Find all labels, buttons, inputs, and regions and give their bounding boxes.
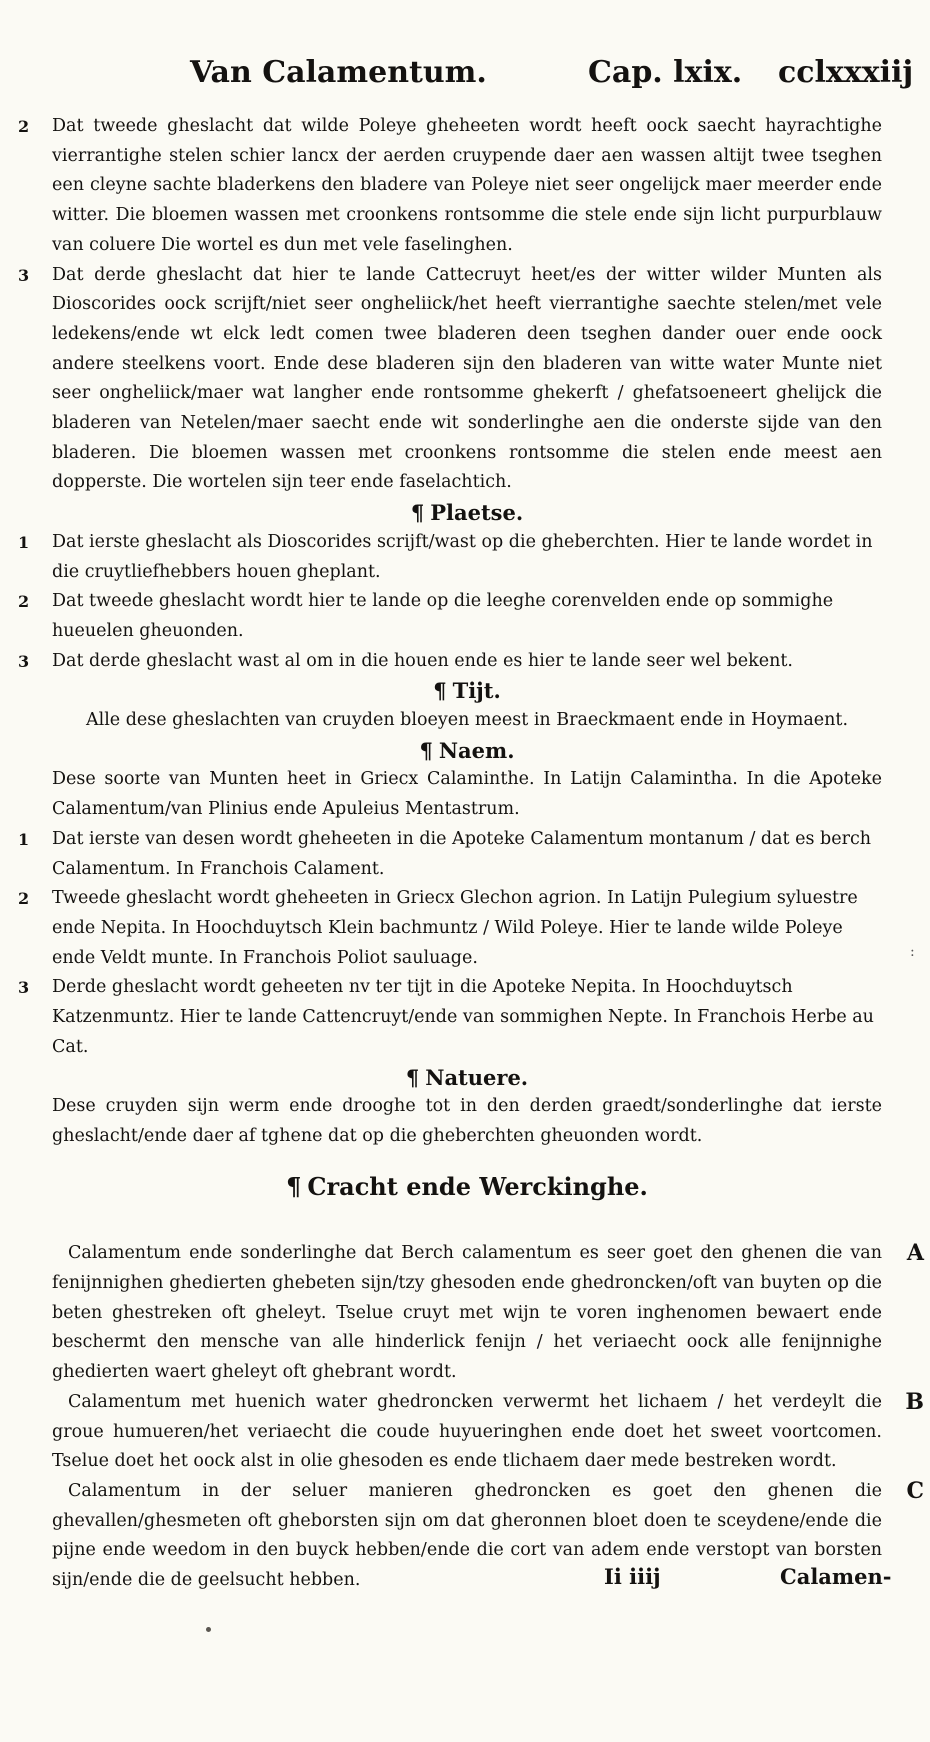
edge-mark: : — [910, 944, 915, 960]
item-text: Tweede gheslacht wordt gheheeten in Griecx Glechon agrion. In Latijn Pulegium syluestre ende Nepita. In Hoochduytsch Klein bachmuntz / Wild Poleye. Hier te lande wilde Poleye ende Veldt munte. In Franchois Poliot sauluage. — [52, 888, 858, 968]
section-heading-time: ¶ Tijt. — [433, 678, 501, 704]
signature-mark: Ii iiij — [604, 1564, 661, 1589]
name-item-1 — [18, 825, 882, 884]
paragraph-text: Dat tweede gheslacht dat wilde Poleye gheheeten wordt heeft oock saecht hayrachtighe vierrantighe stelen schier lancx der aerden cruypende daer aen wassen altijt twee tseghen een cleyne sachte bladerkens den bladere van Poleye niet seer ongelijck maer meerder ende witter. Die bloemen wassen met croonkens rontsomme die stele ende sijn licht purpurblauw van coluere Die wortel es dun met vele faselinghen. — [52, 116, 882, 255]
item-number: 3 — [18, 651, 30, 671]
name-item-2 — [18, 884, 882, 973]
section-heading-place: ¶ Plaetse. — [410, 500, 524, 526]
name-intro: Dese soorte van Munten heet in Griecx Calaminthe. In Latijn Calamintha. In die Apoteke Calamentum/van Plinius ende Apuleius Mentastrum. — [52, 769, 882, 820]
margin-letter: B — [905, 1388, 924, 1415]
page-footer — [0, 1564, 930, 1604]
virtues-list — [52, 1239, 924, 1595]
place-item-1 — [18, 528, 882, 587]
folio-number: cclxxxiij — [778, 55, 914, 90]
item-number: 2 — [18, 592, 30, 612]
section-heading-name: ¶ Naem. — [419, 737, 515, 763]
item-text: Derde gheslacht wordt geheeten nv ter tijt in die Apoteke Nepita. In Hoochduytsch Katzenmuntz. Hier te lande Cattencruyt/ende van sommighen Nepte. In Franchois Herbe au Cat. — [52, 977, 874, 1057]
place-item-3 — [18, 647, 882, 677]
pilcrow-icon: ¶ — [405, 1064, 420, 1090]
section-heading-nature: ¶ Natuere. — [405, 1064, 529, 1090]
item-text: Dat ierste van desen wordt gheheeten in die Apoteke Calamentum montanum / dat es berch Calamentum. In Franchois Calament. — [52, 828, 872, 879]
virtue-paragraph-a — [52, 1239, 924, 1388]
virtue-paragraph-b — [52, 1388, 924, 1477]
pilcrow-icon: ¶ — [433, 678, 447, 704]
virtue-text: Calamentum in der seluer manieren ghedroncken es goet den ghenen die ghevallen/ghesmeten oft gheborsten sijn om dat gheronnen bloet doen te sceydene/ende die pijne ende weedom in den buyck hebben/ende die cort van adem ende verstopt van borsten sijn/ende die de geelsucht hebben. — [52, 1480, 882, 1591]
item-number: 1 — [18, 829, 30, 849]
margin-letter: C — [906, 1477, 924, 1504]
nature-text: Dese cruyden sijn werm ende drooghe tot in den derden graedt/sonderlinghe dat ierste gheslacht/ende daer af tghene dat op die gheberchten gheuonden wordt. — [52, 1096, 882, 1146]
item-text: Dat tweede gheslacht wordt hier te lande op die leeghe corenvelden ende op sommighe hueuelen gheuonden. — [52, 591, 834, 641]
item-text: Dat derde gheslacht wast al om in die houen ende es hier te lande seer wel bekent. — [52, 650, 793, 671]
place-item-2 — [18, 587, 882, 646]
chapter-number: Cap. lxix. — [588, 55, 743, 90]
item-number: 2 — [18, 889, 30, 909]
form-paragraph-2 — [18, 112, 882, 261]
catchword: Calamen- — [780, 1564, 892, 1589]
page-body — [18, 112, 924, 1596]
chapter-title: Van Calamentum. — [190, 55, 487, 90]
pilcrow-icon: ¶ — [419, 737, 433, 763]
item-number: 3 — [18, 978, 30, 998]
paragraph-text: Dat derde gheslacht dat hier te lande Cattecruyt heet/es der witter wilder Munten als Dioscorides oock scrijft/niet seer ongheliick/het heeft vierrantighe saechte stelen/met vele ledekens/ende wt elck ledt comen twee bladeren deen tseghen dander ouer ende oock andere steelkens voort. Ende dese bladeren sijn den bladeren van witte water Munte niet seer ongheliick/maer wat langher ende rontsomme ghekerft / ghefatsoeneert ghelijck die bladeren van Netelen/maer saecht ende wit sonderlinghe aen die onderste sijde van den bladeren. Die bloemen wassen met croonkens rontsomme die stelen ende meest aen dopperste. Die wortelen sijn teer ende faselachtich. — [52, 264, 882, 493]
margin-letter: A — [906, 1240, 924, 1267]
pilcrow-icon: ¶ — [410, 500, 425, 526]
item-text: Dat ierste gheslacht als Dioscorides scrijft/wast op die gheberchten. Hier te lande wordet in die cruytliefhebbers houen gheplant. — [52, 531, 873, 582]
paragraph-number: 3 — [18, 265, 30, 285]
virtue-text: Calamentum met huenich water ghedroncken verwermt het lichaem / het verdeylt die groue humueren/het veriaecht die coude huyueringhen ende doet het sweet voortcomen. Tselue doet het oock alst in olie ghesoden es ende tlichaem daer mede bestreken wordt. — [52, 1391, 882, 1472]
ink-spot — [206, 1627, 211, 1632]
name-item-3 — [18, 973, 882, 1062]
running-head — [0, 55, 930, 105]
section-heading-virtues: ¶ Cracht ende Werckinghe. — [286, 1171, 648, 1201]
paragraph-number: 2 — [18, 117, 30, 136]
pilcrow-icon: ¶ — [286, 1171, 302, 1201]
time-text: Alle dese gheslachten van cruyden bloeyen meest in Braeckmaent ende in Hoymaent. — [85, 710, 849, 731]
form-paragraph-3 — [18, 261, 882, 499]
virtue-text: Calamentum ende sonderlinghe dat Berch calamentum es seer goet den ghenen die van fenijnnighen ghedierten ghebeten sijn/tzy ghesoden ende ghedroncken/oft van buyten op die beten ghestreken oft gheleyt. Tselue cruyt met wijn te voren inghenomen bewaert ende beschermt den mensche van alle hinderlick fenijn / het veriaecht oock alle fenijnnighe ghedierten waert gheleyt oft ghebrant wordt. — [52, 1243, 882, 1383]
item-number: 1 — [18, 532, 30, 552]
